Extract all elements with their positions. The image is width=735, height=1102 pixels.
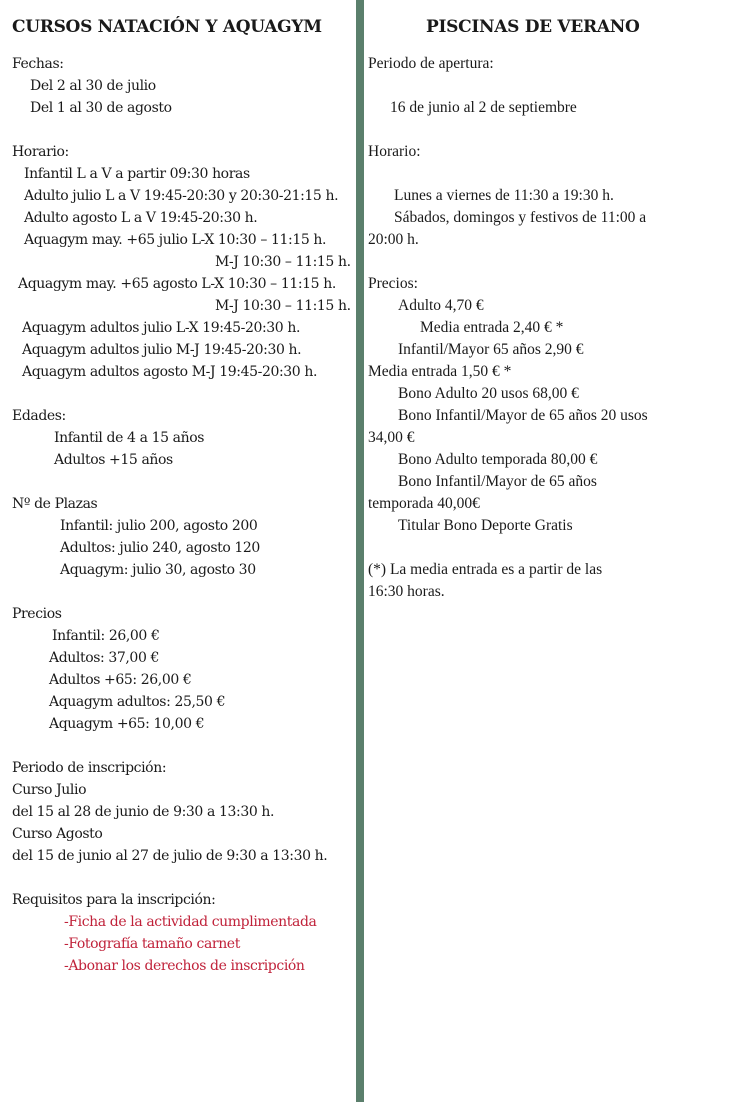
precio-item: Bono Adulto 20 usos 68,00 €	[398, 385, 579, 402]
horario-item: Adulto julio L a V 19:45-20:30 y 20:30-21:15 h.	[24, 188, 339, 204]
column-divider	[356, 0, 364, 1102]
precio-item: temporada 40,00€	[368, 495, 480, 512]
horario-item: Aquagym adultos julio L-X 19:45-20:30 h.	[22, 320, 301, 336]
horario-item: M-J 10:30 – 11:15 h.	[215, 254, 351, 270]
requisitos-label: Requisitos para la inscripción:	[12, 892, 216, 908]
precios-label: Precios	[12, 606, 62, 622]
apertura-value: 16 de junio al 2 de septiembre	[390, 99, 577, 116]
requisito-item: -Abonar los derechos de inscripción	[64, 958, 305, 974]
requisito-item: -Fotografía tamaño carnet	[64, 936, 240, 952]
horario-item: Adulto agosto L a V 19:45-20:30 h.	[24, 210, 258, 226]
horario-item: Lunes a viernes de 11:30 a 19:30 h.	[394, 187, 614, 204]
precio-item: Bono Adulto temporada 80,00 €	[398, 451, 598, 468]
precio-item: Bono Infantil/Mayor de 65 años 20 usos	[398, 407, 648, 424]
horario-item: Aquagym may. +65 agosto L-X 10:30 – 11:15 h.	[18, 276, 336, 292]
plazas-label: Nº de Plazas	[12, 496, 98, 512]
edad-item: Adultos +15 años	[54, 452, 173, 468]
inscripcion-item: del 15 al 28 de junio de 9:30 a 13:30 h.	[12, 804, 275, 820]
inscripcion-item: Curso Julio	[12, 782, 87, 798]
precio-item: Infantil: 26,00 €	[52, 628, 160, 644]
precio-item: Bono Infantil/Mayor de 65 años	[398, 473, 597, 490]
horario-item: Sábados, domingos y festivos de 11:00 a	[394, 209, 647, 226]
precio-item: Aquagym +65: 10,00 €	[49, 716, 205, 732]
nota-line: 16:30 horas.	[368, 583, 445, 600]
precio-item: Titular Bono Deporte Gratis	[398, 517, 573, 534]
precio-item: 34,00 €	[368, 429, 415, 446]
requisito-item: -Ficha de la actividad cumplimentada	[64, 914, 317, 930]
horario-label: Horario:	[12, 144, 69, 160]
fecha-item: Del 2 al 30 de julio	[30, 78, 156, 94]
apertura-label: Periodo de apertura:	[368, 55, 494, 72]
horario-item: Aquagym may. +65 julio L-X 10:30 – 11:15 h.	[24, 232, 327, 248]
precio-item: Infantil/Mayor 65 años 2,90 €	[398, 341, 584, 358]
precio-item: Media entrada 1,50 € *	[368, 363, 512, 380]
edad-item: Infantil de 4 a 15 años	[54, 430, 205, 446]
cursos-title: CURSOS NATACIÓN Y AQUAGYM	[12, 17, 322, 37]
horario-item: Aquagym adultos agosto M-J 19:45-20:30 h.	[22, 364, 318, 380]
inscripcion-item: del 15 de junio al 27 de julio de 9:30 a 13:30 h.	[12, 848, 328, 864]
nota-line: (*) La media entrada es a partir de las	[368, 561, 603, 578]
fecha-item: Del 1 al 30 de agosto	[30, 100, 172, 116]
precio-item: Media entrada 2,40 € *	[420, 319, 564, 336]
piscinas-title: PISCINAS DE VERANO	[426, 17, 640, 37]
precio-item: Adultos +65: 26,00 €	[49, 672, 192, 688]
horario-item: Infantil L a V a partir 09:30 horas	[24, 166, 250, 182]
precio-item: Aquagym adultos: 25,50 €	[49, 694, 226, 710]
edades-label: Edades:	[12, 408, 66, 424]
horario-item: M-J 10:30 – 11:15 h.	[215, 298, 351, 314]
precios-label: Precios:	[368, 275, 418, 292]
inscripcion-item: Curso Agosto	[12, 826, 103, 842]
precio-item: Adulto 4,70 €	[398, 297, 484, 314]
precio-item: Adultos: 37,00 €	[49, 650, 160, 666]
inscripcion-label: Periodo de inscripción:	[12, 760, 167, 776]
plaza-item: Aquagym: julio 30, agosto 30	[60, 562, 256, 578]
plaza-item: Infantil: julio 200, agosto 200	[60, 518, 258, 534]
plaza-item: Adultos: julio 240, agosto 120	[60, 540, 260, 556]
horario-label: Horario:	[368, 143, 421, 160]
fechas-label: Fechas:	[12, 56, 64, 72]
horario-item: Aquagym adultos julio M-J 19:45-20:30 h.	[22, 342, 302, 358]
horario-item: 20:00 h.	[368, 231, 419, 248]
